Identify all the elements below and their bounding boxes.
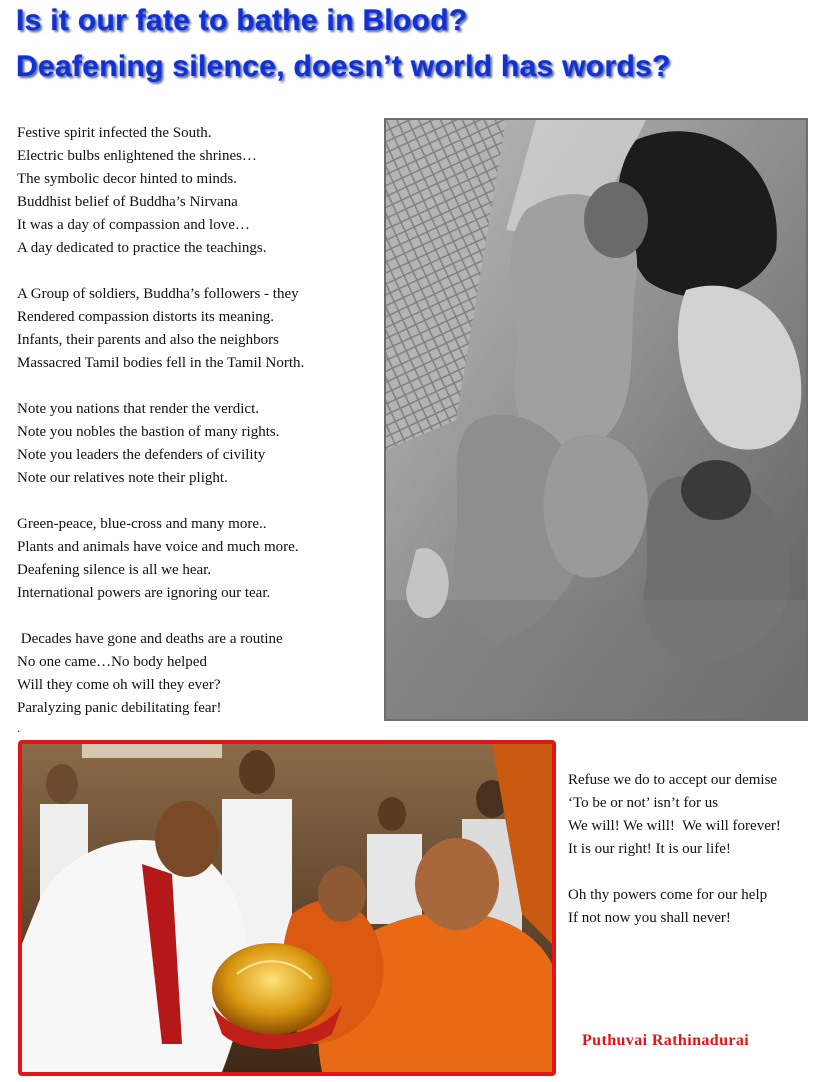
poem-line: Buddhist belief of Buddha’s Nirvana (17, 194, 238, 210)
poem-line: Refuse we do to accept our demise (568, 772, 778, 788)
stanza-1 (17, 122, 377, 260)
stray-mark: . (17, 720, 21, 735)
poem-line: Will they come oh will they ever? (17, 677, 221, 693)
ceremony-photo-image (22, 744, 552, 1072)
ceremony-photo (18, 740, 556, 1076)
poem-line: We will! We will! We will forever! (568, 818, 781, 834)
poem-line: The symbolic decor hinted to minds. (17, 171, 237, 187)
poem-line: Note you nations that render the verdict. (17, 401, 260, 417)
closing-verse (568, 769, 818, 953)
poem-line: Massacred Tamil bodies fell in the Tamil North. (17, 355, 305, 371)
author-signature: Puthuvai Rathinadurai (582, 1032, 750, 1049)
closing-stanza-2 (568, 884, 818, 930)
poem-line: Green-peace, blue-cross and many more.. (17, 516, 267, 532)
poem-body (17, 122, 377, 733)
poem-line: Note you leaders the defenders of civility (17, 447, 266, 463)
stanza-3 (17, 398, 377, 490)
poem-line: It is our right! It is our life! (568, 841, 731, 857)
poem-line: Oh thy powers come for our help (568, 887, 768, 903)
victims-photo-image (386, 120, 806, 719)
poem-line: International powers are ignoring our tear. (17, 585, 271, 601)
poem-line: Decades have gone and deaths are a routine (17, 631, 283, 647)
closing-stanza-1 (568, 769, 818, 861)
stanza-5 (17, 628, 377, 720)
poem-line: Festive spirit infected the South. (17, 125, 212, 141)
headline-line-1: Is it our fate to bathe in Blood? (16, 4, 468, 37)
poem-line: Rendered compassion distorts its meaning. (17, 309, 275, 325)
poem-line: A Group of soldiers, Buddha’s followers - they (17, 286, 299, 302)
poem-line: It was a day of compassion and love… (17, 217, 250, 233)
poem-line: Plants and animals have voice and much more. (17, 539, 299, 555)
poem-line: ‘To be or not’ isn’t for us (568, 795, 719, 811)
poem-line: Note our relatives note their plight. (17, 470, 228, 486)
poem-line: No one came…No body helped (17, 654, 207, 670)
poem-line: Infants, their parents and also the neighbors (17, 332, 280, 348)
poem-line: Electric bulbs enlightened the shrines… (17, 148, 257, 164)
poem-line: If not now you shall never! (568, 910, 731, 926)
poem-line: Deafening silence is all we hear. (17, 562, 212, 578)
victims-photo (384, 118, 808, 721)
poem-line: Paralyzing panic debilitating fear! (17, 700, 222, 716)
poem-line: A day dedicated to practice the teachings. (17, 240, 267, 256)
headline-line-2: Deafening silence, doesn’t world has words? (16, 50, 671, 83)
stanza-2 (17, 283, 377, 375)
stanza-4 (17, 513, 377, 605)
poem-line: Note you nobles the bastion of many rights. (17, 424, 280, 440)
